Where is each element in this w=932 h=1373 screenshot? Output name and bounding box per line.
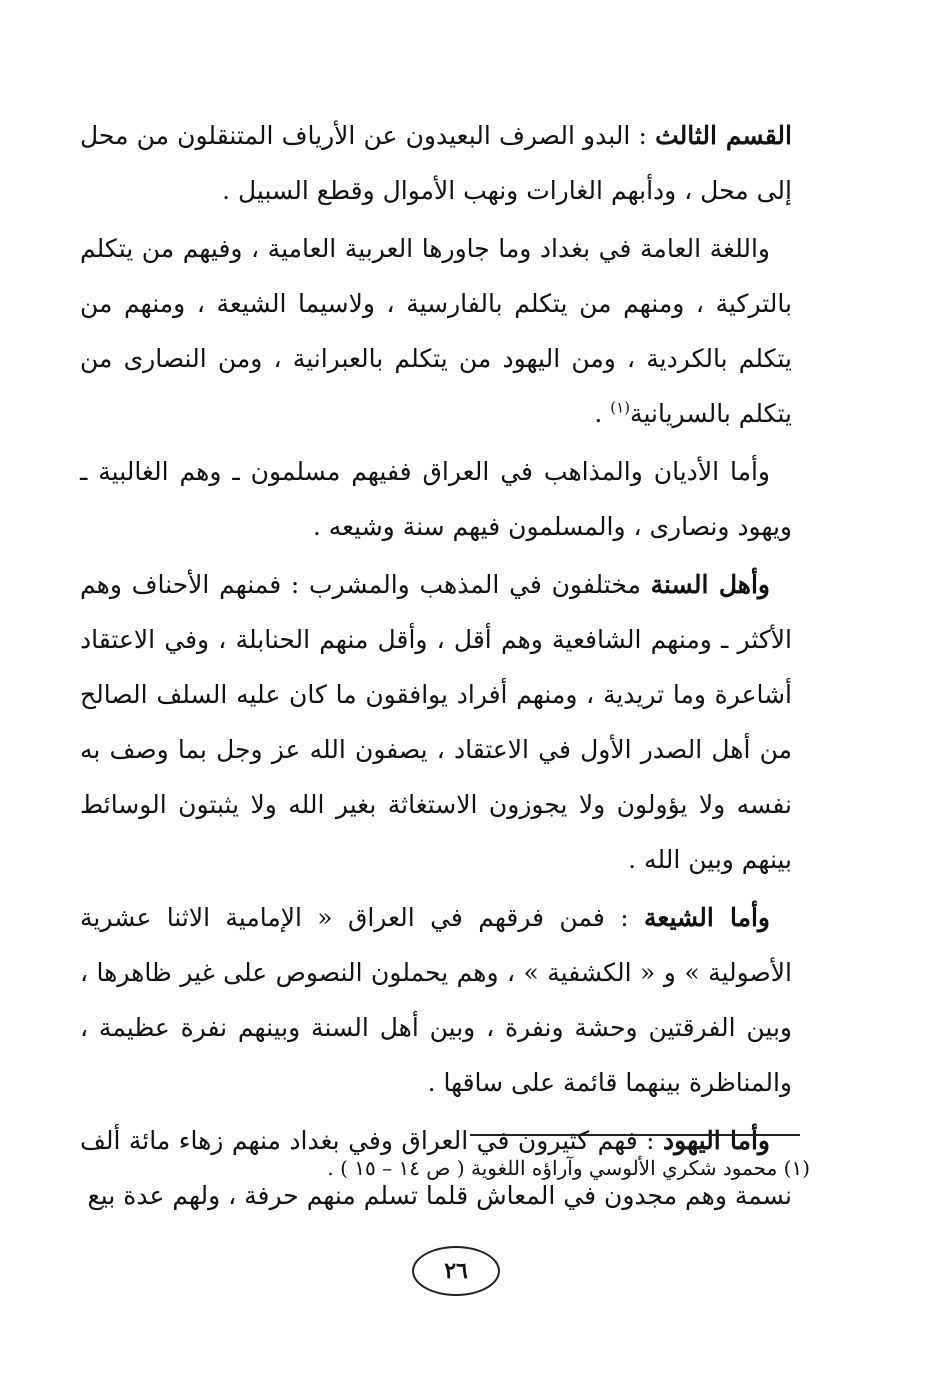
footnote-reference[interactable]: (١)	[610, 398, 631, 417]
footnote: (١) محمود شكري الألوسي وآراؤه اللغوية ( ص ١٤ – ١٥ ) .	[327, 1156, 810, 1180]
paragraph-text: : فهم كثيرون في العراق وفي بغداد منهم زهاء مائة ألف نسمة وهم مجدون في المعاش قلما تسلم منهم حرفة ، ولهم عدة بيع	[80, 1126, 792, 1210]
paragraph-text: واللغة العامة في بغداد وما جاورها العربية العامية ، وفيهم من يتكلم بالتركية ، ومنهم من يتكلم بالفارسية ، ولاسيما الشيعة ، ومنهم من يتكلم بالكردية ، ومن اليهود من يتكلم بالعبرانية ، ومن النصارى من يتكلم بالسريانية	[80, 234, 792, 428]
paragraph-religions	[80, 444, 792, 554]
section-heading: وأهل السنة	[650, 570, 771, 599]
section-heading: القسم الثالث	[655, 121, 792, 150]
paragraph-text-end: .	[594, 399, 611, 428]
body-text	[80, 108, 792, 1223]
footnote-divider	[470, 1134, 800, 1136]
paragraph-text: مختلفون في المذهب والمشرب : فمنهم الأحناف وهم الأكثر ـ ومنهم الشافعية وهم أقل ، وأقل منهم الحنابلة ، وفي الاعتقاد أشاعرة وما تريدية ، ومنهم أفراد يوافقون ما كان عليه السلف الصالح من أهل الصدر الأول في الاعتقاد ، يصفون الله عز وجل بما وصف به نفسه ولا يؤولون ولا يجوزون الاستغاثة بغير الله ولا يثبتون الوسائط بينهم وبين الله .	[80, 570, 792, 874]
section-heading: وأما اليهود	[663, 1126, 770, 1155]
page-number-label: ٢٦	[444, 1258, 468, 1284]
paragraph-text: : البدو الصرف البعيدون عن الأرياف المتنقلون من محل إلى محل ، ودأبهم الغارات ونهب الأموال وقطع السبيل .	[80, 121, 792, 205]
section-heading: وأما الشيعة	[643, 903, 770, 932]
page-number	[412, 1246, 500, 1296]
paragraph-language	[80, 221, 792, 441]
paragraph-nomads	[80, 108, 792, 218]
paragraph-text: : فمن فرقهم في العراق « الإمامية الاثنا عشرية الأصولية » و « الكشفية » ، وهم يحملون النصوص على غير ظاهرها ، وبين الفرقتين وحشة ونفرة ، وبين أهل السنة وبينهم نفرة عظيمة ، والمناظرة بينهما قائمة على ساقها .	[80, 903, 792, 1097]
paragraph-sunni	[80, 557, 792, 887]
paragraph-text: وأما الأديان والمذاهب في العراق ففيهم مسلمون ـ وهم الغالبية ـ ويهود ونصارى ، والمسلمون فيهم سنة وشيعه .	[80, 457, 792, 541]
paragraph-shia	[80, 890, 792, 1110]
